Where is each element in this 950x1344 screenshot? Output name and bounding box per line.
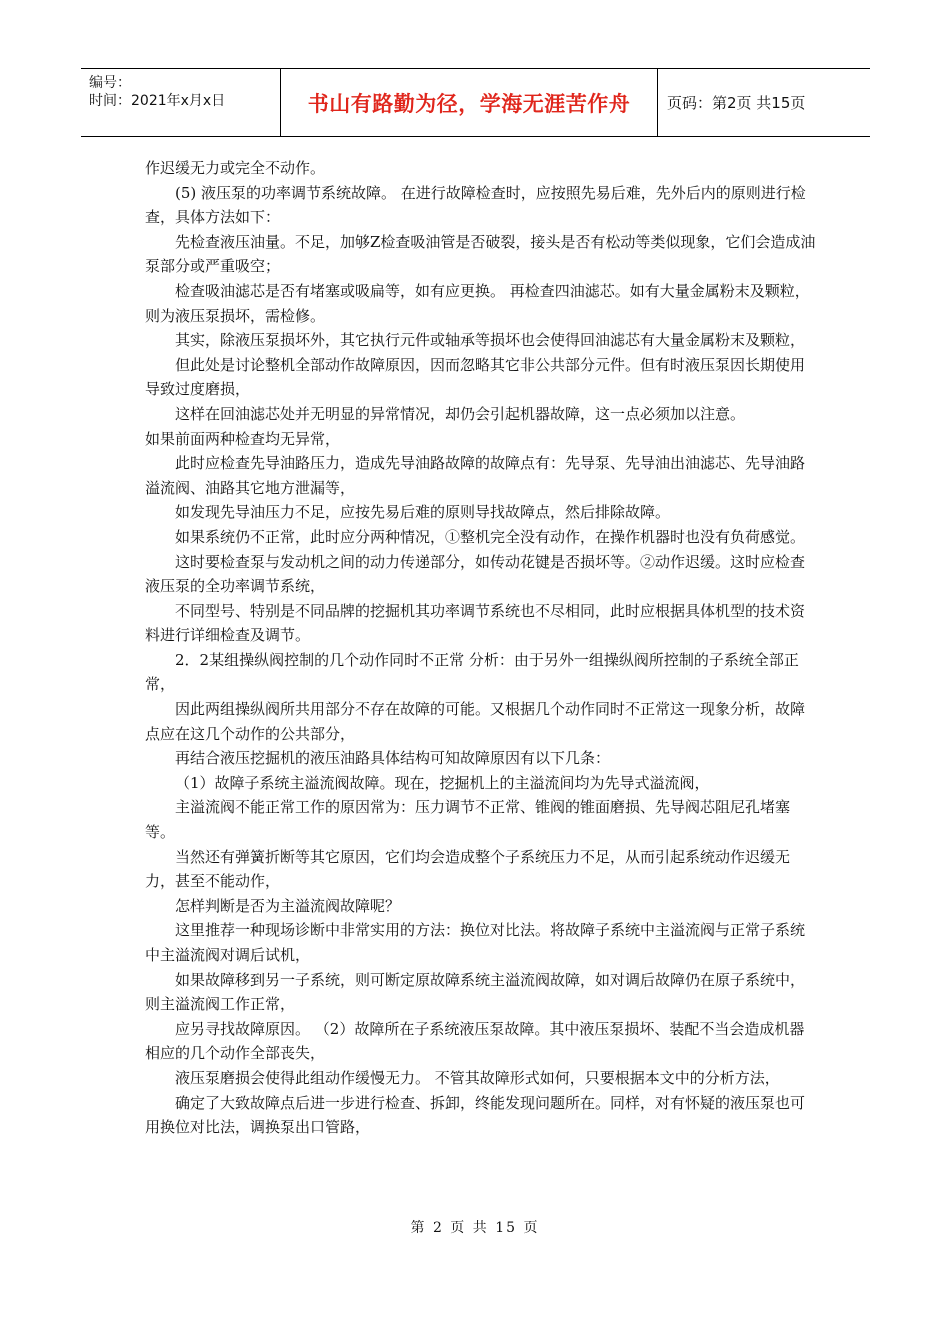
body-paragraph: 如发现先导油压力不足，应按先易后难的原则导找故障点，然后排除故障。 (175, 503, 671, 522)
body-paragraph: 但此处是讨论整机全部动作故障原因，因而忽略其它非公共部分元件。但有时液压泵因长期使用导致过度磨损， (145, 355, 806, 399)
header-page-cell (658, 69, 870, 136)
body-paragraph: 这样在回油滤芯处并无明显的异常情况，却仍会引起机器故障，这一点必须加以注意。 (175, 404, 746, 423)
body-paragraph: 如果前面两种检查均无异常， (145, 429, 341, 448)
body-paragraph: （1）故障子系统主溢流阀故障。现在，挖掘机上的主溢流间均为先导式溢流阀， (175, 773, 710, 792)
body-paragraph: 2．2某组操纵阀控制的几个动作同时不正常 分析：由于另外一组操纵阀所控制的子系统全部正常， (145, 650, 799, 694)
body-paragraph: 当然还有弹簧折断等其它原因，它们均会造成整个子系统压力不足，从而引起系统动作迟缓无力，甚至不能动作， (145, 847, 791, 891)
document-number-label: 编号： (89, 75, 131, 91)
body-paragraph: 应另寻找故障原因。 （2）故障所在子系统液压泵故障。其中液压泵损坏、装配不当会造成机器相应的几个动作全部丧失， (145, 1019, 805, 1063)
body-paragraph: 如果系统仍不正常，此时应分两种情况，①整机完全没有动作，在操作机器时也没有负荷感觉。 (175, 527, 806, 546)
body-paragraph: 液压泵磨损会使得此组动作缓慢无力。 不管其故障形式如何，只要根据本文中的分析方法， (175, 1068, 780, 1087)
header-meta-cell (81, 69, 281, 136)
document-body (145, 156, 817, 1140)
body-paragraph: 再结合液压挖掘机的液压油路具体结构可知故障原因有以下几条： (175, 749, 611, 768)
page-footer: 第 2 页 共 15 页 (410, 1220, 540, 1236)
body-paragraph: (5) 液压泵的功率调节系统故障。 在进行故障检查时，应按照先易后难，先外后内的原则进行检查，具体方法如下： (145, 183, 806, 227)
header-motto-cell (281, 69, 658, 136)
body-paragraph: 这里推荐一种现场诊断中非常实用的方法：换位对比法。将故障子系统中主溢流阀与正常子系统中主溢流阀对调后试机， (145, 921, 806, 964)
page-header (81, 68, 870, 137)
page-code: 页码：第2页 共15页 (667, 94, 806, 112)
body-paragraph: 主溢流阀不能正常工作的原因常为：压力调节不正常、锥阀的锥面磨损、先导阀芯阻尼孔堵塞等。 (145, 798, 791, 842)
body-paragraph: 作迟缓无力或完全不动作。 (145, 159, 326, 177)
body-paragraph: 怎样判断是否为主溢流阀故障呢？ (175, 896, 401, 915)
body-paragraph: 如果故障移到另一子系统，则可断定原故障系统主溢流阀故障，如对调后故障仍在原子系统中，则主溢流阀工作正常， (145, 970, 806, 1014)
body-paragraph: 此时应检查先导油路压力，造成先导油路故障的故障点有：先导泵、先导油出油滤芯、先导油路溢流阀、油路其它地方泄漏等， (145, 454, 806, 497)
body-paragraph: 不同型号、特别是不同品牌的挖掘机其功率调节系统也不尽相同，此时应根据具体机型的技术资料进行详细检查及调节。 (145, 601, 806, 645)
body-paragraph: 确定了大致故障点后进一步进行检查、拆卸，终能发现问题所在。同样，对有怀疑的液压泵也可用换位对比法，调换泵出口管路， (145, 1093, 806, 1137)
body-paragraph: 这时要检查泵与发动机之间的动力传递部分，如传动花键是否损坏等。②动作迟缓。这时应检查液压泵的全功率调节系统， (145, 552, 806, 596)
body-paragraph: 因此两组操纵阀所共用部分不存在故障的可能。又根据几个动作同时不正常这一现象分析，故障点应在这几个动作的公共部分， (145, 700, 806, 743)
body-paragraph: 检查吸油滤芯是否有堵塞或吸扁等，如有应更换。 再检查四油滤芯。如有大量金属粉末及颗粒，则为液压泵损坏，需检修。 (145, 281, 810, 325)
document-date: 时间：2021年x月x日 (89, 93, 226, 109)
body-paragraph: 其实，除液压泵损坏外，其它执行元件或轴承等损坏也会使得回油滤芯有大量金属粉末及颗粒， (175, 331, 806, 350)
motto-text: 书山有路勤为径，学海无涯苦作舟 (307, 91, 631, 116)
body-paragraph: 先检查液压油量。不足，加够Z检查吸油管是否破裂，接头是否有松动等类似现象，它们会造成油泵部分或严重吸空； (145, 232, 816, 276)
